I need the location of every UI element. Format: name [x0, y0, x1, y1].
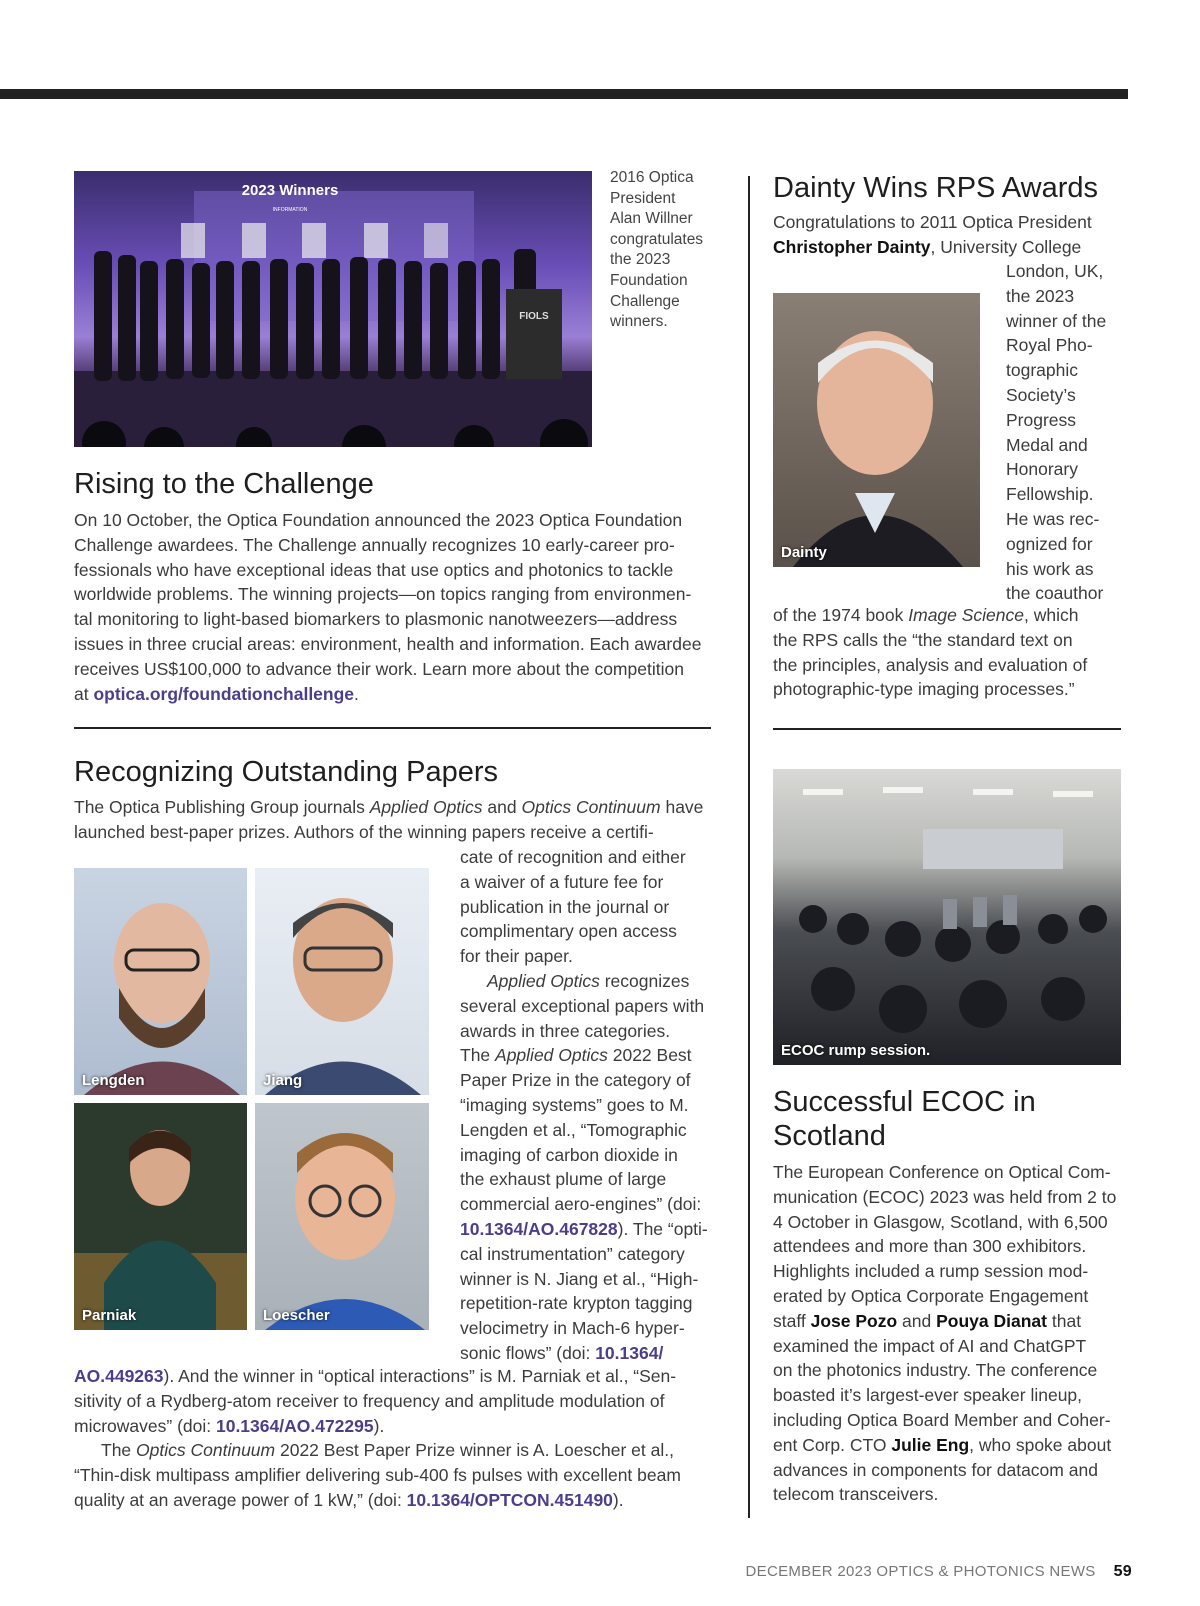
footer-issue: DECEMBER 2023 OPTICS & PHOTONICS NEWS: [745, 1563, 1096, 1580]
loescher-portrait-illustration: [255, 1103, 429, 1330]
ecoc-title: Successful ECOC in Scotland: [773, 1086, 1036, 1152]
winners-photo-caption: 2016 Optica President Alan Willner congratulates the 2023 Foundation Challenge winners.: [610, 169, 704, 331]
dainty-intro: Congratulations to 2011 Optica President Christopher Dainty, University College: [773, 212, 1092, 257]
rising-title: Rising to the Challenge: [74, 468, 374, 500]
papers-title: Recognizing Outstanding Papers: [74, 756, 498, 788]
rising-body: On 10 October, the Optica Foundation announced the 2023 Optica Foundation Challenge awardees. The Challenge annually recognizes 10 early-career pro- fessionals who have exceptional ideas that use optics and photonics to tackle worldwide problems. The winning projects—on topics ranging from environmen- tal monitoring to light-based biomarkers to plasmonic nanotweezers—address issues in three crucial areas: environment, health and information. Each awardee receives US$100,000 to advance their work. Learn more about the competition at optica.org/foundationchallenge.: [74, 510, 702, 704]
top-rule: [0, 89, 1128, 99]
loescher-photo: [255, 1103, 429, 1330]
banner-text: 2023 Winners: [241, 182, 339, 199]
papers-full-width-text: AO.449263). And the winner in “optical interactions” is M. Parniak et al., “Sen- sitivity of a Rydberg-atom receiver to frequency and amplitude modulation of microwaves” (doi: 10.1364/AO.472295). The Optics Continuum 2022 Best Paper Prize winner is A. Loescher et al., “Thin-disk multipass amplifier delivering sub-400 fs pulses with excellent beam quality at an average power of 1 kW,” (doi: 10.1364/OPTCON.451490).: [74, 1366, 681, 1510]
jiang-photo: [255, 868, 429, 1095]
ecoc-crowd-illustration: [773, 769, 1121, 1065]
doi-link-3[interactable]: 10.1364/AO.472295: [215, 1415, 374, 1436]
lengden-photo: [74, 868, 247, 1095]
papers-intro: The Optica Publishing Group journals Applied Optics and Optics Continuum have launched best-paper prizes. Authors of the winning papers receive a certifi-: [74, 797, 704, 842]
section-rule-left: [74, 727, 711, 729]
banner-subtext: INFORMATION: [272, 207, 308, 213]
page-number: 59: [1113, 1563, 1132, 1580]
foundation-winners-photo: [74, 171, 592, 447]
loescher-caption: Loescher: [263, 1307, 330, 1324]
parniak-portrait-illustration: [74, 1103, 247, 1330]
dainty-column-text: London, UK, the 2023 winner of the Royal Pho- tographic Society’s Progress Medal and Honorary Fellowship. He was rec- ognized for his work as the coauthor: [1006, 261, 1107, 604]
doi-link-2b[interactable]: AO.449263: [74, 1366, 164, 1386]
dainty-title: Dainty Wins RPS Awards: [773, 172, 1099, 204]
foundation-challenge-link[interactable]: optica.org/foundationchallenge: [93, 683, 355, 704]
section-rule-right: [773, 728, 1121, 730]
winners-stage-illustration: [74, 171, 592, 447]
parniak-photo: [74, 1103, 247, 1330]
column-divider: [748, 176, 750, 1518]
jiang-caption: Jiang: [263, 1072, 303, 1089]
dainty-tail-text: of the 1974 book Image Science, which the RPS calls the “the standard text on the principles, analysis and evaluation of photographic-type imaging processes.”: [773, 605, 1088, 700]
doi-link-2a[interactable]: 10.1364/: [595, 1342, 664, 1363]
doi-link-1[interactable]: 10.1364/AO.467828: [460, 1218, 618, 1239]
ecoc-photo: [773, 769, 1121, 1065]
papers-column-text: cate of recognition and either a waiver of a future fee for publication in the journal or complimentary open access for their paper. Applied Optics recognizes several exceptional papers with awards in three categories. The Applied Optics 2022 Best Paper Prize in the category of “imaging systems” goes to M. Lengden et al., “Tomographic imaging of carbon dioxide in the exhaust plume of large commercial aero-engines” (doi: 10.1364/AO.467828). The “opti- cal instrumentation” category winner is N. Jiang et al., “High- repetition-rate krypton tagging velocimetry in Mach-6 hyper- sonic flows” (doi: 10.1364/: [460, 847, 708, 1363]
podium-label: FIOLS: [519, 311, 549, 322]
doi-link-4[interactable]: 10.1364/OPTCON.451490: [406, 1489, 613, 1510]
dainty-portrait-illustration: [773, 293, 980, 567]
dainty-caption: Dainty: [781, 544, 827, 561]
page-footer: [746, 1563, 1132, 1581]
ecoc-body: The European Conference on Optical Com- munication (ECOC) 2023 was held from 2 to 4 October in Glasgow, Scotland, with 6,500 attendees and more than 300 exhibitors. Highlights included a rump session mod- erated by Optica Corporate Engagement staff Jose Pozo and Pouya Dianat that examined the impact of AI and ChatGPT on the photonics industry. The conference boasted it’s largest-ever speaker lineup, including Optica Board Member and Coher- ent Corp. CTO Julie Eng, who spoke about advances in components for datacom and telecom transceivers.: [773, 1162, 1117, 1505]
lengden-portrait-illustration: [74, 868, 247, 1095]
jiang-portrait-illustration: [255, 868, 429, 1095]
lengden-caption: Lengden: [82, 1072, 145, 1089]
parniak-caption: Parniak: [82, 1307, 137, 1324]
dainty-photo: [773, 293, 980, 567]
ecoc-caption: ECOC rump session.: [781, 1042, 931, 1059]
